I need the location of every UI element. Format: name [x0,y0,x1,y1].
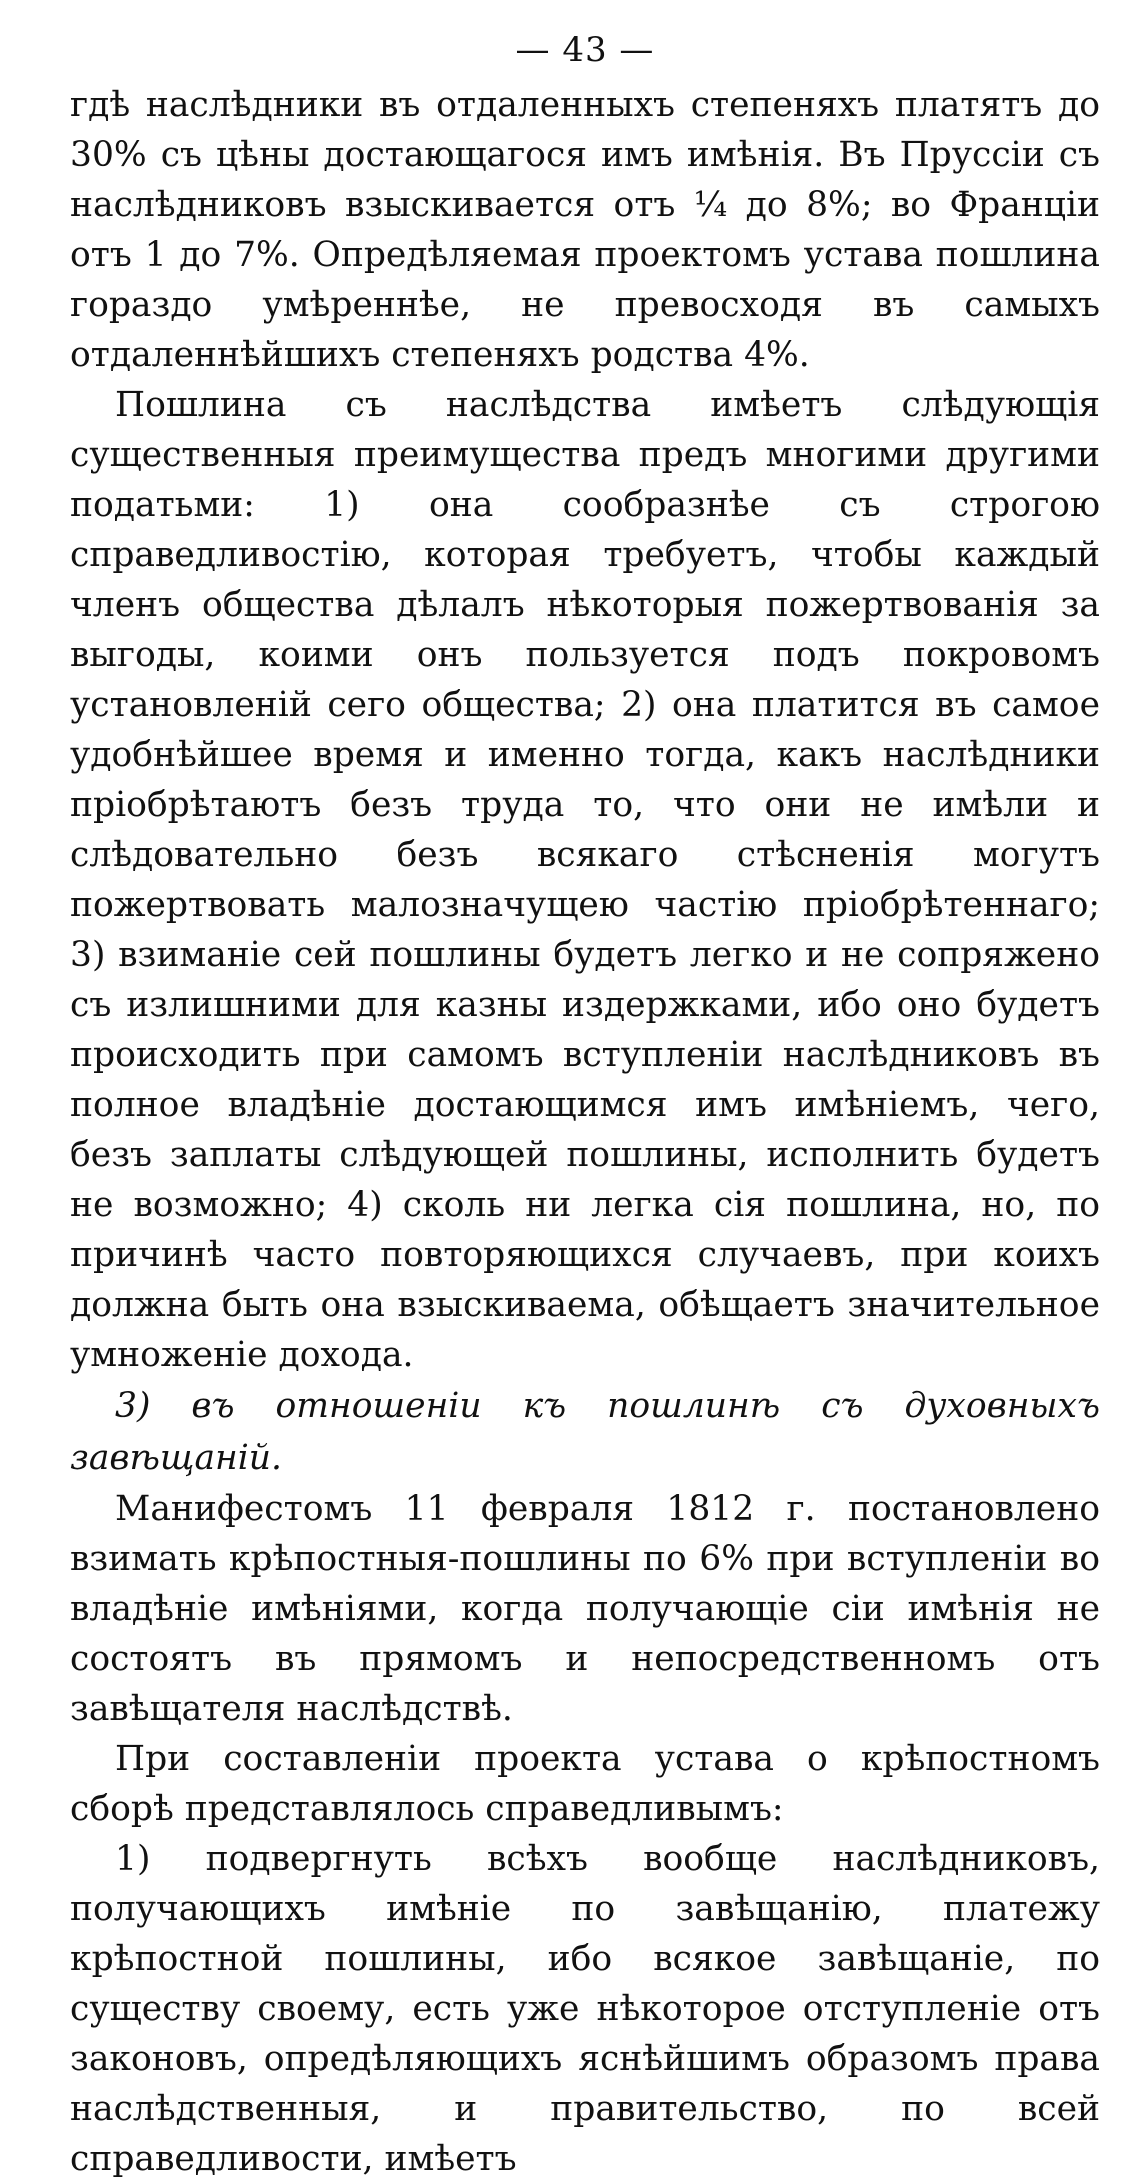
paragraph-point-one: 1) подвергнуть всѣхъ вообще наслѣдниковъ, получающихъ имѣніе по завѣщанію, платежу крѣпостной пошлины, ибо всякое завѣщаніе, по существу своему, есть уже нѣкоторое отступленіе отъ законовъ, опредѣляющихъ яснѣйшимъ образомъ права наслѣдственныя, и правительство, по всей справедливости, имѣетъ [70,1839,1100,2179]
section-heading: 3) въ отношеніи къ пошлинѣ съ духовныхъ завѣщаній. [70,1386,1100,1478]
paragraph-inheritance-advantages: Пошлина съ наслѣдства имѣетъ слѣдующія существенныя преимущества предъ многими другими податьми: 1) она сообразнѣе съ строгою справедливостію, которая требуетъ, чтобы каждый членъ общества дѣлалъ нѣкоторыя пожертвованія за выгоды, коими онъ пользуется подъ покровомъ установленій сего общества; 2) она платится въ самое удобнѣйшее время и именно тогда, какъ наслѣдники пріобрѣтаютъ безъ труда то, что они не имѣли и слѣдовательно безъ всякаго стѣсненія могутъ пожертвовать малозначущею частію пріобрѣтеннаго; 3) взиманіе сей пошлины будетъ легко и не сопряжено съ излишними для казны издержками, ибо оно будетъ происходить при самомъ вступленіи наслѣдниковъ въ полное владѣніе достающимся имъ имѣніемъ, чего, безъ заплаты слѣдующей пошлины, исполнить будетъ не возможно; 4) сколь ни легка сія пошлина, но, по причинѣ часто повторяющихся случаевъ, при коихъ должна быть она взыскиваема, обѣщаетъ значительное умноженіе дохода. [70,385,1100,1375]
paragraph-manifesto: Манифестомъ 11 февраля 1812 г. постановлено взимать крѣпостныя-пошлины по 6% при вступленіи во владѣніе имѣніями, когда получающіе сіи имѣнія не состоятъ въ прямомъ и непосредственномъ отъ завѣщателя наслѣдствѣ. [70,1489,1100,1729]
page-number: — 43 — [515,30,655,70]
paragraph-project-intro: При составленіи проекта устава о крѣпостномъ сборѣ представлялось справедливымъ: [70,1739,1100,1829]
book-page [70,22,1100,2184]
paragraph-continuation: гдѣ наслѣдники въ отдаленныхъ степеняхъ платятъ до 30% съ цѣны достающагося имъ имѣнія. Въ Пруссіи съ наслѣдниковъ взыскивается отъ ¼ до 8%; во Франціи отъ 1 до 7%. Опредѣляемая проектомъ устава пошлина гораздо умѣреннѣе, не превосходя въ самыхъ отдаленнѣйшихъ степеняхъ родства 4%. [70,85,1100,375]
